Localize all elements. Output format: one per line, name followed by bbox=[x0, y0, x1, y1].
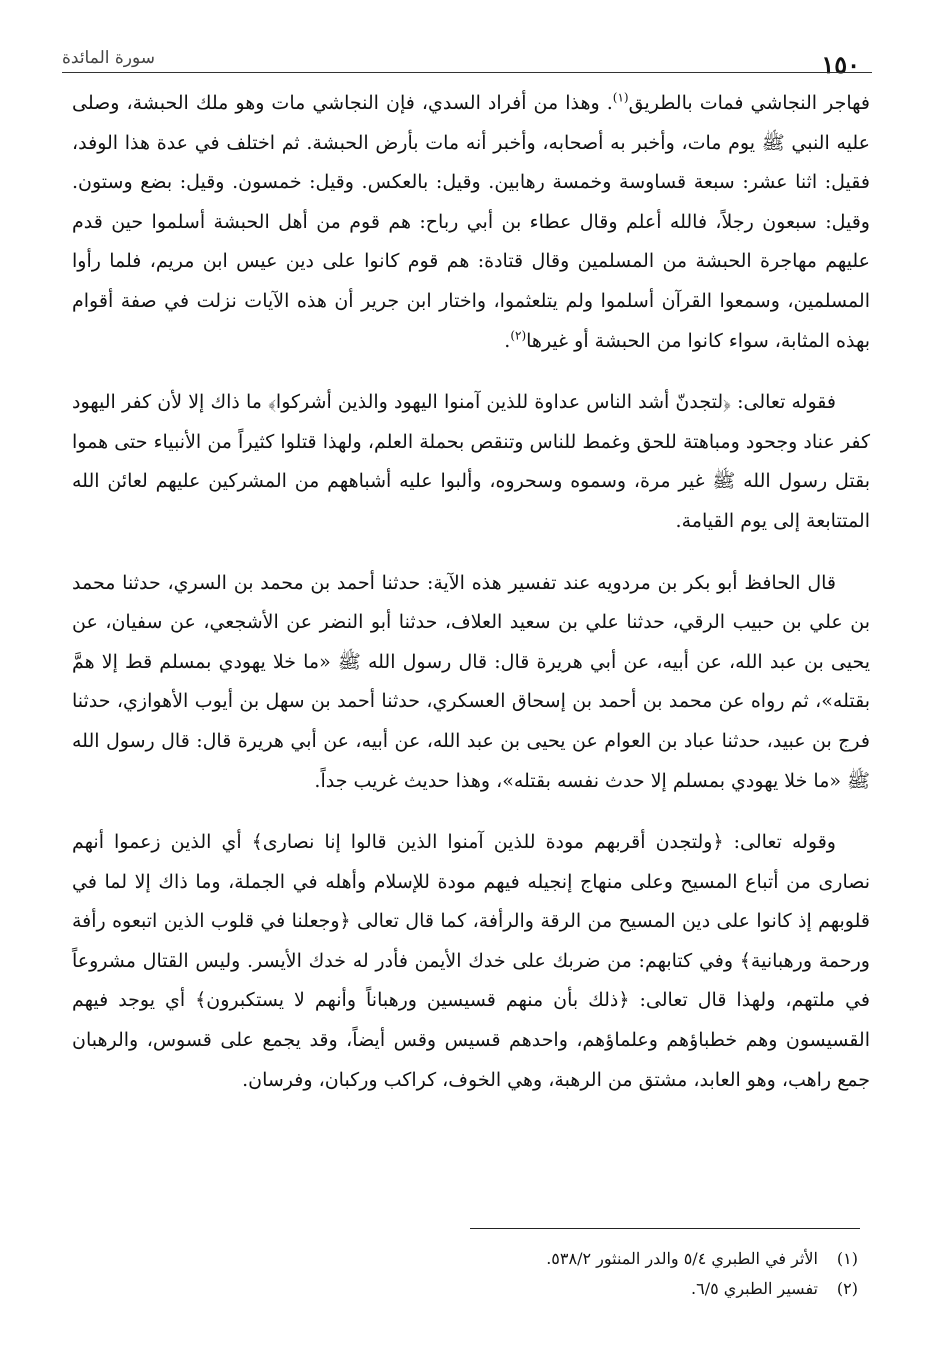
main-text bbox=[72, 84, 870, 1122]
page-number: ١٥٠ bbox=[821, 50, 860, 79]
footnote-1 bbox=[72, 1244, 858, 1274]
footnote-2-text: تفسير الطبري ٦/٥. bbox=[691, 1279, 818, 1298]
footnote-2-number: (٢) bbox=[836, 1279, 858, 1298]
paragraph-1-end: . bbox=[504, 329, 511, 352]
footnote-ref-1: (١) bbox=[612, 90, 629, 105]
paragraph-1 bbox=[72, 84, 870, 361]
footnote-2 bbox=[72, 1274, 858, 1304]
paragraph-1-text: فهاجر النجاشي فمات بالطريق bbox=[628, 92, 870, 114]
paragraph-3: قال الحافظ أبو بكر بن مردويه عند تفسير هذه الآية: حدثنا أحمد بن محمد بن السري، حدثنا محمد بن علي بن حبيب الرقي، حدثنا علي بن سعيد العلاف، حدثنا أبو النضر عن الأشجعي، عن سفيان، عن يحيى بن عبد الله، عن أبيه، عن أبي هريرة قال: قال رسول الله ﷺ «ما خلا يهودي بمسلم قط إلا همَّ بقتله»، ثم رواه عن محمد بن أحمد بن إسحاق العسكري، حدثنا أحمد بن سهل بن أيوب الأهوازي، حدثنا فرج بن عبيد، حدثنا عباد بن العوام عن يحيى بن عبد الله، عن أبيه، عن أبي هريرة قال: قال رسول الله ﷺ «ما خلا يهودي بمسلم إلا حدث نفسه بقتله»، وهذا حديث غريب جداً. bbox=[72, 571, 870, 792]
header-divider bbox=[62, 72, 872, 73]
footnote-ref-2: (٢) bbox=[510, 328, 527, 343]
paragraph-4: وقوله تعالى: ﴿ولتجدن أقربهم مودة للذين آمنوا الذين قالوا إنا نصارى﴾ أي الذين زعموا أنهم نصارى من أتباع المسيح وعلى منهاج إنجيله فيهم مودة للإسلام وأهله في الجملة، وما ذاك إلا لما في قلوبهم إذ كانوا على دين المسيح من الرقة والرأفة، كما قال تعالى ﴿وجعلنا في قلوب الذين اتبعوه رأفة ورحمة ورهبانية﴾ وفي كتابهم: من ضربك على خدك الأيمن فأدر له خدك الأيسر. وليس القتال مشروعاً في ملتهم، ولهذا قال تعالى: ﴿ذلك بأن منهم قسيسين ورهباناً وأنهم لا يستكبرون﴾ أي يوجد فيهم القسيسون وهم خطباؤهم وعلماؤهم، واحدهم قسيس وقس أيضاً، وقد يجمع على قسوس، والرهبان جمع راهب، وهو العابد، مشتق من الرهبة، وهي الخوف، كراكب وركبان، وفرسان. bbox=[72, 831, 870, 1091]
paragraph-1-continuation: . وهذا من أفراد السدي، فإن النجاشي مات وهو ملك الحبشة، وصلى عليه النبي ﷺ يوم مات، وأخبر به أصحابه، وأخبر أنه مات بأرض الحبشة. ثم اختلف في عدة هذا الوفد، فقيل: اثنا عشر: سبعة قساوسة وخمسة رهابين. وقيل: بالعكس. وقيل: خمسون. وقيل: بضع وستون. وقيل: سبعون رجلاً، فالله أعلم وقال عطاء بن أبي رباح: هم قوم من أهل الحبشة أسلموا حين قدم عليهم مهاجرة الحبشة من المسلمين وقال قتادة: هم قوم كانوا على دين عيس ابن مريم، فلما رأوا المسلمين، وسمعوا القرآن أسلموا ولم يتلعثموا، واختار ابن جرير أن هذه الآيات نزلت في صفة أقوام بهذه المثابة، سواء كانوا من الحبشة أو غيرها bbox=[72, 92, 870, 352]
footnote-divider bbox=[470, 1228, 860, 1229]
footnote-1-text: الأثر في الطبري ٥/٤ والدر المنثور ٥٣٨/٢. bbox=[546, 1249, 818, 1268]
page-header bbox=[62, 46, 872, 86]
footnote-1-number: (١) bbox=[836, 1249, 858, 1268]
surah-title: سورة المائدة bbox=[62, 48, 156, 68]
paragraph-2: فقوله تعالى: ﴿لتجدنّ أشد الناس عداوة للذين آمنوا اليهود والذين أشركوا﴾ ما ذاك إلا لأن كفر اليهود كفر عناد وجحود ومباهتة للحق وغمط للناس وتنقص بحملة العلم، ولهذا قتلوا كثيراً من الأنبياء حتى هموا بقتل رسول الله ﷺ غير مرة، وسموه وسحروه، وألبوا عليه أشباههم من المشركين عليهم لعائن الله المتتابعة إلى يوم القيامة. bbox=[72, 391, 870, 532]
footnotes bbox=[72, 1244, 858, 1304]
